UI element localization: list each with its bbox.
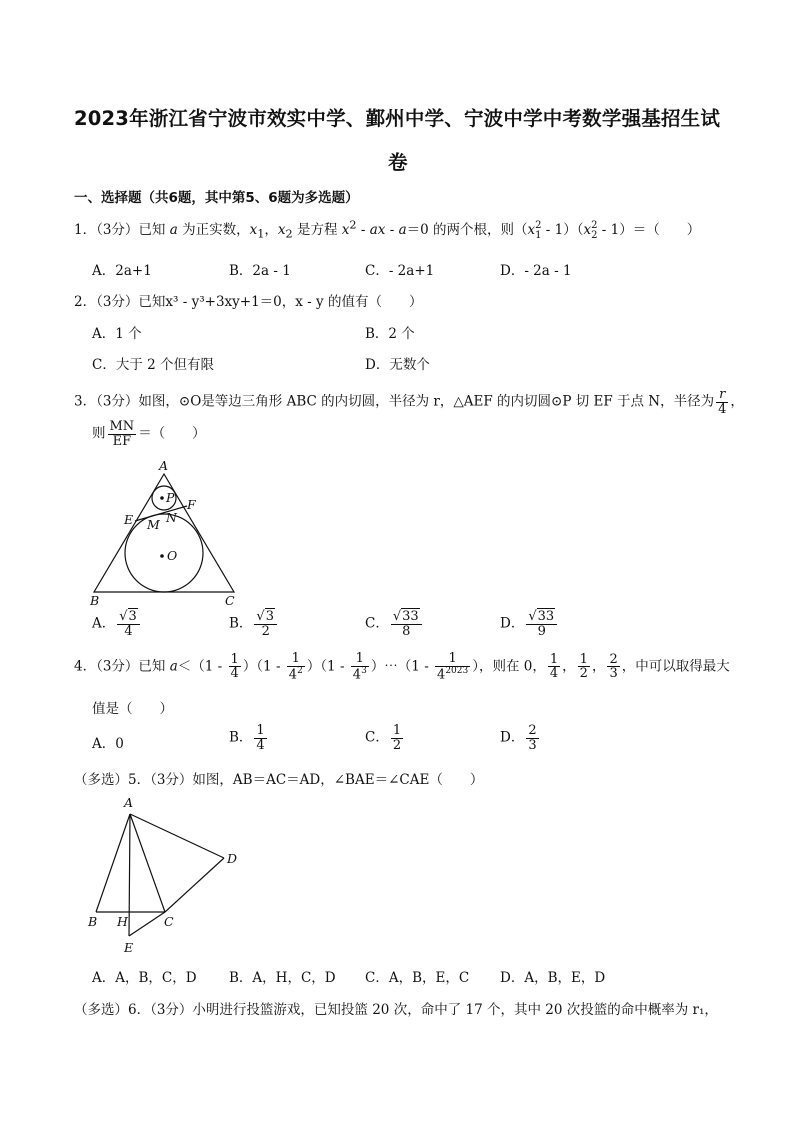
question-1-option-b[interactable]: B．2a - 1 [229,263,291,279]
question-4-stem-line2: 值是（ ） [92,701,173,717]
question-5-stem: （多选）5．（3分）如图，AB＝AC＝AD，∠BAE＝∠CAE（ ） [74,772,484,788]
label-h: H [117,914,128,929]
segment-cd [165,858,224,912]
question-2-option-a[interactable]: A．1 个 [92,326,142,342]
label-o: O [167,548,178,563]
question-3-figure [86,458,246,608]
question-3-option-a[interactable]: A． $\frac{√3}{4}$ [92,610,142,638]
question-4-option-c[interactable]: C． $\frac{1}{2}$ [365,723,402,753]
point-p-dot [160,496,164,500]
question-3-option-c[interactable]: C． $\frac{√33}{8}$ [365,610,424,638]
label-e: E [124,940,134,955]
segment-ac [130,814,165,912]
question-3-stem: 3．（3分）如图，⊙O是等边三角形 ABC 的内切圆，半径为 r，△AEF 的内切圆⊙P 切 EF 于点 N，半径为 $\frac{r}{4}$ ， [74,387,744,417]
question-3-option-b[interactable]: B． $\frac{√3}{2}$ [229,610,279,638]
label-a: A [124,795,134,810]
question-2-option-c[interactable]: C．大于 2 个但有限 [92,357,215,373]
question-2-option-b[interactable]: B．2 个 [365,326,415,342]
question-1-option-c[interactable]: C．- 2a+1 [365,263,435,279]
question-5-option-b[interactable]: B．A，H，C，D [229,970,336,986]
question-2-stem: 2．（3分）已知x³ - y³+3xy+1＝0，x - y 的值有（ ） [74,294,423,310]
segment-ab [96,814,130,912]
label-c: C [225,593,235,608]
question-2-option-d[interactable]: D．无数个 [365,357,430,373]
question-1-option-a[interactable]: A．2a+1 [92,263,152,279]
question-5-option-d[interactable]: D．A，B，E，D [500,970,606,986]
label-b: B [90,593,100,608]
document-title: 2023年浙江省宁波市效实中学、鄞州中学、宁波中学中考数学强基招生试 [74,107,721,130]
segment-ce [129,912,165,936]
question-5-option-a[interactable]: A．A，B，C，D [92,970,197,986]
question-1-option-d[interactable]: D．- 2a - 1 [500,263,572,279]
point-o-dot [160,554,164,558]
question-5-figure [84,792,254,962]
question-3-stem-line2: 则 $\frac{MN}{EF}$ ＝（ ） [92,419,206,449]
question-4-option-b[interactable]: B． $\frac{1}{4}$ [229,723,265,753]
label-n: N [166,510,177,525]
question-4-option-d[interactable]: D． $\frac{2}{3}$ [500,723,537,753]
label-m: M [147,517,160,532]
question-1-stem: 1．（3分）已知 a 为正实数，$x_1$，$x_2$ 是方程 $x^2$ - ax - a＝0 的两个根，则（x 2 1 - 1）（x 2 2 - 1）＝（ ） [74,218,701,241]
question-4-option-a[interactable]: A．0 [92,736,124,752]
section-heading: 一、选择题（共6题，其中第5、6题为多选题） [74,190,359,206]
segment-ad [130,814,224,858]
triangle-abc [94,474,234,592]
document-title-continuation: 卷 [388,151,408,174]
question-3-option-d[interactable]: D． $\frac{√33}{9}$ [500,610,559,638]
label-b: B [88,914,98,929]
incircle-o [125,514,203,592]
question-4-stem: 4．（3分）已知 a＜（1 - $\frac{1}{4}$ ）（1 - $\frac{1}{4^2}$ ）（1 - $\frac{1}{4^3}$ ）⋯（1 - $\frac{1}{4^{2023}}$ ），则在 0， $\frac{1}{4}$ ， $\frac{1}{2}$ ， $\frac{2}{3}$ ，中可以取得最大 [74,651,730,682]
question-5-option-c[interactable]: C．A，B，E，C [365,970,470,986]
label-p: P [166,490,175,505]
label-e: E [124,512,134,527]
segment-ae [129,814,130,936]
segment-ef [135,506,187,521]
label-d: D [227,851,238,866]
question-6-stem: （多选）6．（3分）小明进行投篮游戏，已知投篮 20 次，命中了 17 个，其中 20 次投篮的命中概率为 r₁， [74,1002,718,1018]
label-a: A [159,458,169,473]
label-f: F [187,497,196,512]
label-c: C [164,914,174,929]
